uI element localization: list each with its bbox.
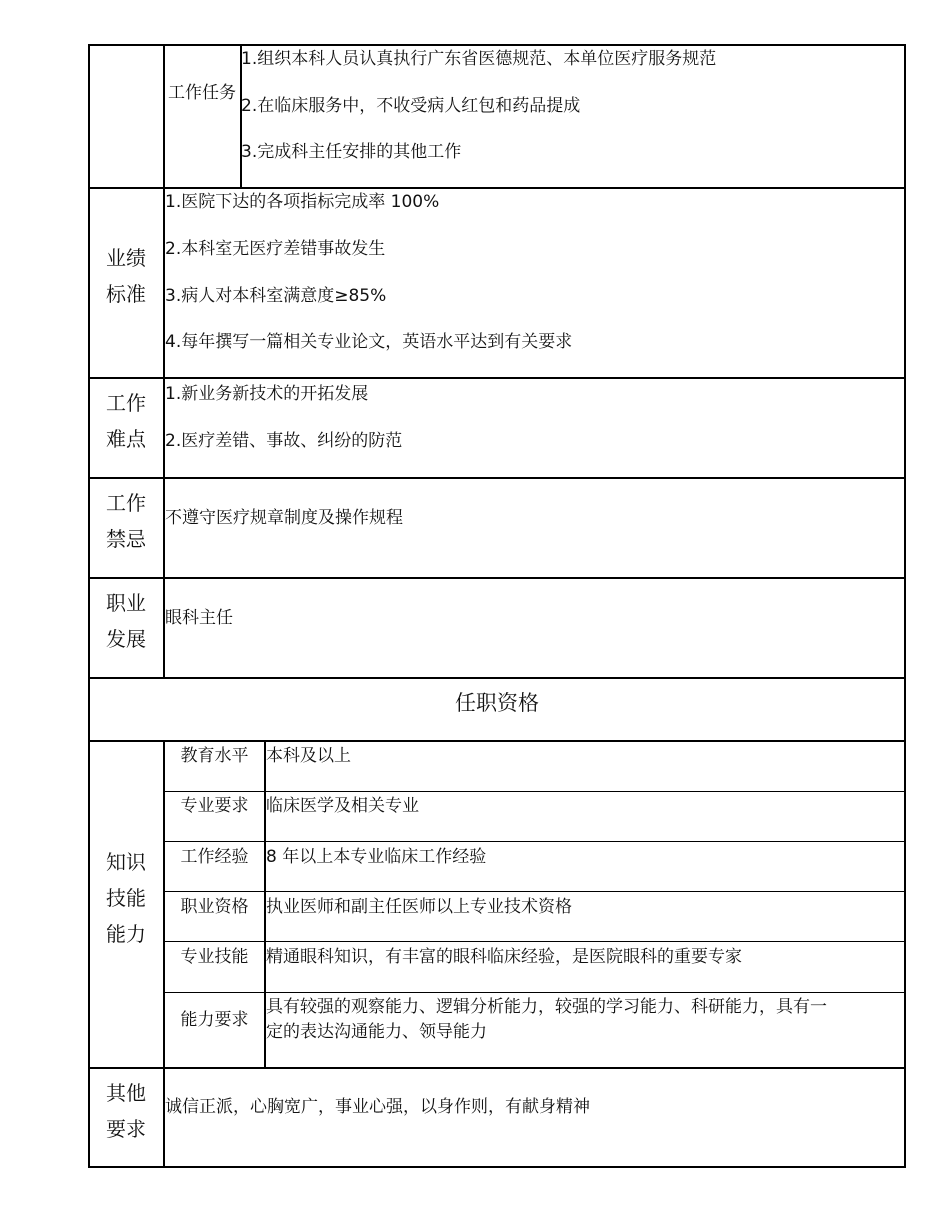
knowledge-row-key: 能力要求 bbox=[180, 1010, 249, 1030]
knowledge-label-line: 技能 bbox=[106, 886, 146, 910]
performance-label bbox=[88, 240, 164, 312]
other-label-line: 要求 bbox=[106, 1117, 146, 1141]
career-text: 眼科主任 bbox=[165, 608, 233, 628]
sub-row-divider bbox=[164, 841, 906, 842]
taboo-label bbox=[88, 485, 164, 557]
difficulty-label-line: 工作 bbox=[106, 391, 146, 415]
performance-label-line: 业绩 bbox=[106, 246, 146, 270]
knowledge-row-value: 8 年以上本专业临床工作经验 bbox=[266, 847, 487, 867]
taboo-label-line: 禁忌 bbox=[106, 527, 146, 551]
knowledge-row-value: 具有较强的观察能力、逻辑分析能力，较强的学习能力、科研能力，具有一 bbox=[266, 997, 827, 1017]
task-item: 2.在临床服务中，不收受病人红包和药品提成 bbox=[241, 96, 581, 116]
task-label: 工作任务 bbox=[168, 83, 236, 103]
performance-item: 2.本科室无医疗差错事故发生 bbox=[165, 239, 386, 259]
other-text: 诚信正派，心胸宽广，事业心强，以身作则，有献身精神 bbox=[165, 1097, 590, 1117]
qualification-header: 任职资格 bbox=[455, 691, 539, 715]
row-divider bbox=[88, 187, 906, 189]
knowledge-row-value: 定的表达沟通能力、领导能力 bbox=[266, 1022, 487, 1042]
row-divider bbox=[88, 577, 906, 579]
knowledge-row-key: 专业技能 bbox=[180, 947, 249, 967]
difficulty-label bbox=[88, 385, 164, 457]
performance-label-line: 标准 bbox=[106, 282, 146, 306]
knowledge-label bbox=[88, 844, 164, 952]
performance-item: 1.医院下达的各项指标完成率 100% bbox=[165, 192, 440, 212]
row-divider bbox=[88, 1067, 906, 1069]
knowledge-row-key: 教育水平 bbox=[180, 746, 249, 766]
other-label bbox=[88, 1075, 164, 1147]
row-divider bbox=[88, 477, 906, 479]
sub-row-divider bbox=[164, 891, 906, 892]
row-divider bbox=[88, 740, 906, 742]
task-item: 3.完成科主任安排的其他工作 bbox=[241, 142, 462, 162]
knowledge-label-line: 知识 bbox=[106, 850, 146, 874]
table-border-right bbox=[904, 44, 906, 1168]
row-divider bbox=[88, 677, 906, 679]
difficulty-item: 1.新业务新技术的开拓发展 bbox=[165, 384, 369, 404]
knowledge-label-line: 能力 bbox=[106, 922, 146, 946]
career-label-line: 职业 bbox=[106, 591, 146, 615]
knowledge-row-key: 专业要求 bbox=[180, 796, 249, 816]
knowledge-row-value: 精通眼科知识，有丰富的眼科临床经验，是医院眼科的重要专家 bbox=[266, 947, 742, 967]
knowledge-row-key: 职业资格 bbox=[180, 897, 249, 917]
knowledge-row-value: 执业医师和副主任医师以上专业技术资格 bbox=[266, 897, 572, 917]
performance-item: 3.病人对本科室满意度≥85% bbox=[165, 286, 387, 306]
difficulty-item: 2.医疗差错、事故、纠纷的防范 bbox=[165, 431, 403, 451]
sub-row-divider bbox=[164, 941, 906, 942]
difficulty-label-line: 难点 bbox=[106, 427, 146, 451]
column-divider bbox=[163, 44, 165, 678]
job-description-table bbox=[88, 44, 906, 1168]
performance-item: 4.每年撰写一篇相关专业论文，英语水平达到有关要求 bbox=[165, 332, 573, 352]
sub-row-divider bbox=[164, 791, 906, 792]
other-label-line: 其他 bbox=[106, 1081, 146, 1105]
taboo-text: 不遵守医疗规章制度及操作规程 bbox=[165, 508, 403, 528]
career-label bbox=[88, 585, 164, 657]
table-border-top bbox=[88, 44, 906, 46]
knowledge-row-value: 临床医学及相关专业 bbox=[266, 796, 419, 816]
table-border-bottom bbox=[88, 1166, 906, 1168]
taboo-label-line: 工作 bbox=[106, 491, 146, 515]
sub-row-divider bbox=[164, 992, 906, 993]
career-label-line: 发展 bbox=[106, 627, 146, 651]
knowledge-row-key: 工作经验 bbox=[180, 847, 249, 867]
knowledge-row-value: 本科及以上 bbox=[266, 746, 351, 766]
row-divider bbox=[88, 377, 906, 379]
task-item: 1.组织本科人员认真执行广东省医德规范、本单位医疗服务规范 bbox=[241, 49, 717, 69]
